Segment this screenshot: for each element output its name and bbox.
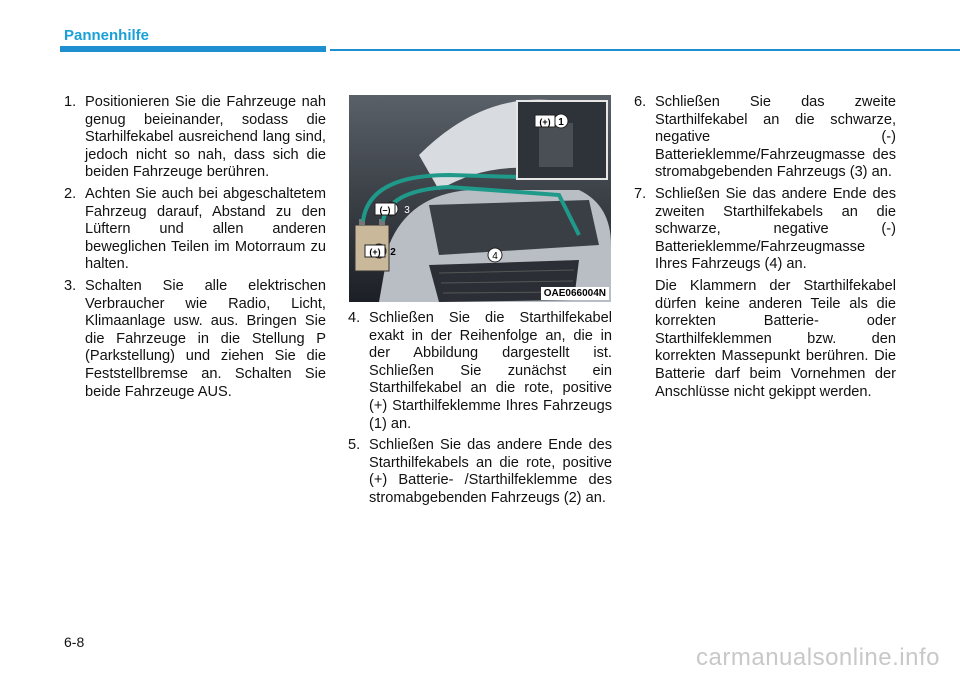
step-number: 7. [634,185,647,202]
step-text: Schließen Sie das andere Ende des zweiten Starthilfekabels an die schwarze, negative (-) Batterieklemme/Fahrzeugmasse Ihres Fahrzeugs (4) an. [655,185,896,273]
step-text: Schließen Sie die Starthilfekabel exakt in der Reihenfolge an, die in der Abbildung dargestellt ist. Schließen Sie zunächst ein Starthilfekabel an die rote, positive (+) Starthilfeklemme Ihres Fahrzeugs (1) an. [369,310,612,432]
step-number: 5. [348,437,361,454]
step-number: 1. [64,94,77,110]
step-6 [634,94,896,182]
step-5 [348,437,612,507]
page-number: 6-8 [64,634,85,650]
step-text: Schließen Sie das zweite Starthilfekabel an die schwarze, negative (-) Batterieklemme/Fahrzeugmasse des stromabgebenden Fahrzeugs (3) an. [655,94,896,181]
section-title: Pannenhilfe [64,27,150,44]
jump-start-illustration [349,95,611,302]
step-4 [348,310,612,433]
step-number: 4. [348,310,361,326]
plus-label-2: (+) [369,247,381,257]
engine-bay-drawing [349,95,611,302]
text-column-1 [64,94,326,405]
header-rule-thick [60,46,326,52]
step-text: Positionieren Sie die Fahrzeuge nah genug beieinander, sodass die Starhilfekabel ausreichend lang sind, jedoch nicht so nah, dass sich die beiden Fahrzeuge berühren. [85,94,326,181]
text-column-3 [634,94,896,401]
label-2: 2 [390,247,396,258]
minus-label-3: (–) [379,205,391,215]
note-paragraph: Die Klammern der Starthilfekabel dürfen keine anderen Teile als die korrekten Batterie- oder Starthilfeklemmen bzw. den korrekten Massepunkt berühren. Die Batterie darf beim Vornehmen der Anschlüsse nicht gekippt werden. [655,277,896,400]
step-text: Schließen Sie das andere Ende des Starthilfekabels an die rote, positive (+) Batterie- /Starthilfeklemme des stromabgebenden Fahrzeugs (2) an. [369,437,612,506]
step-number: 3. [64,277,77,294]
step-2 [64,186,326,274]
watermark-text: carmanualsonline.info [696,644,940,671]
header-rule-thin [330,49,960,51]
text-column-2 [348,310,612,512]
label-1: 1 [558,117,564,128]
step-7 [634,186,896,274]
step-number: 6. [634,94,647,110]
label-4: 4 [492,251,498,262]
label-3: 3 [404,205,410,216]
step-1 [64,94,326,182]
step-text: Achten Sie auch bei abgeschaltetem Fahrzeug darauf, Abstand zu den Lüftern und allen anderen beweglichen Teilen im Motorraum zu halten. [85,185,326,273]
plus-label-1: (+) [539,117,551,127]
step-number: 2. [64,185,77,202]
figure-code: OAE066004N [541,287,609,300]
step-text: Schalten Sie alle elektrischen Verbraucher wie Radio, Licht, Klimaanlage usw. aus. Bringen Sie die Fahrzeuge in die Stellung P (Parkstellung) und ziehen Sie die Feststellbremse an. Schalten Sie beide Fahrzeuge AUS. [85,277,326,400]
step-3 [64,278,326,401]
